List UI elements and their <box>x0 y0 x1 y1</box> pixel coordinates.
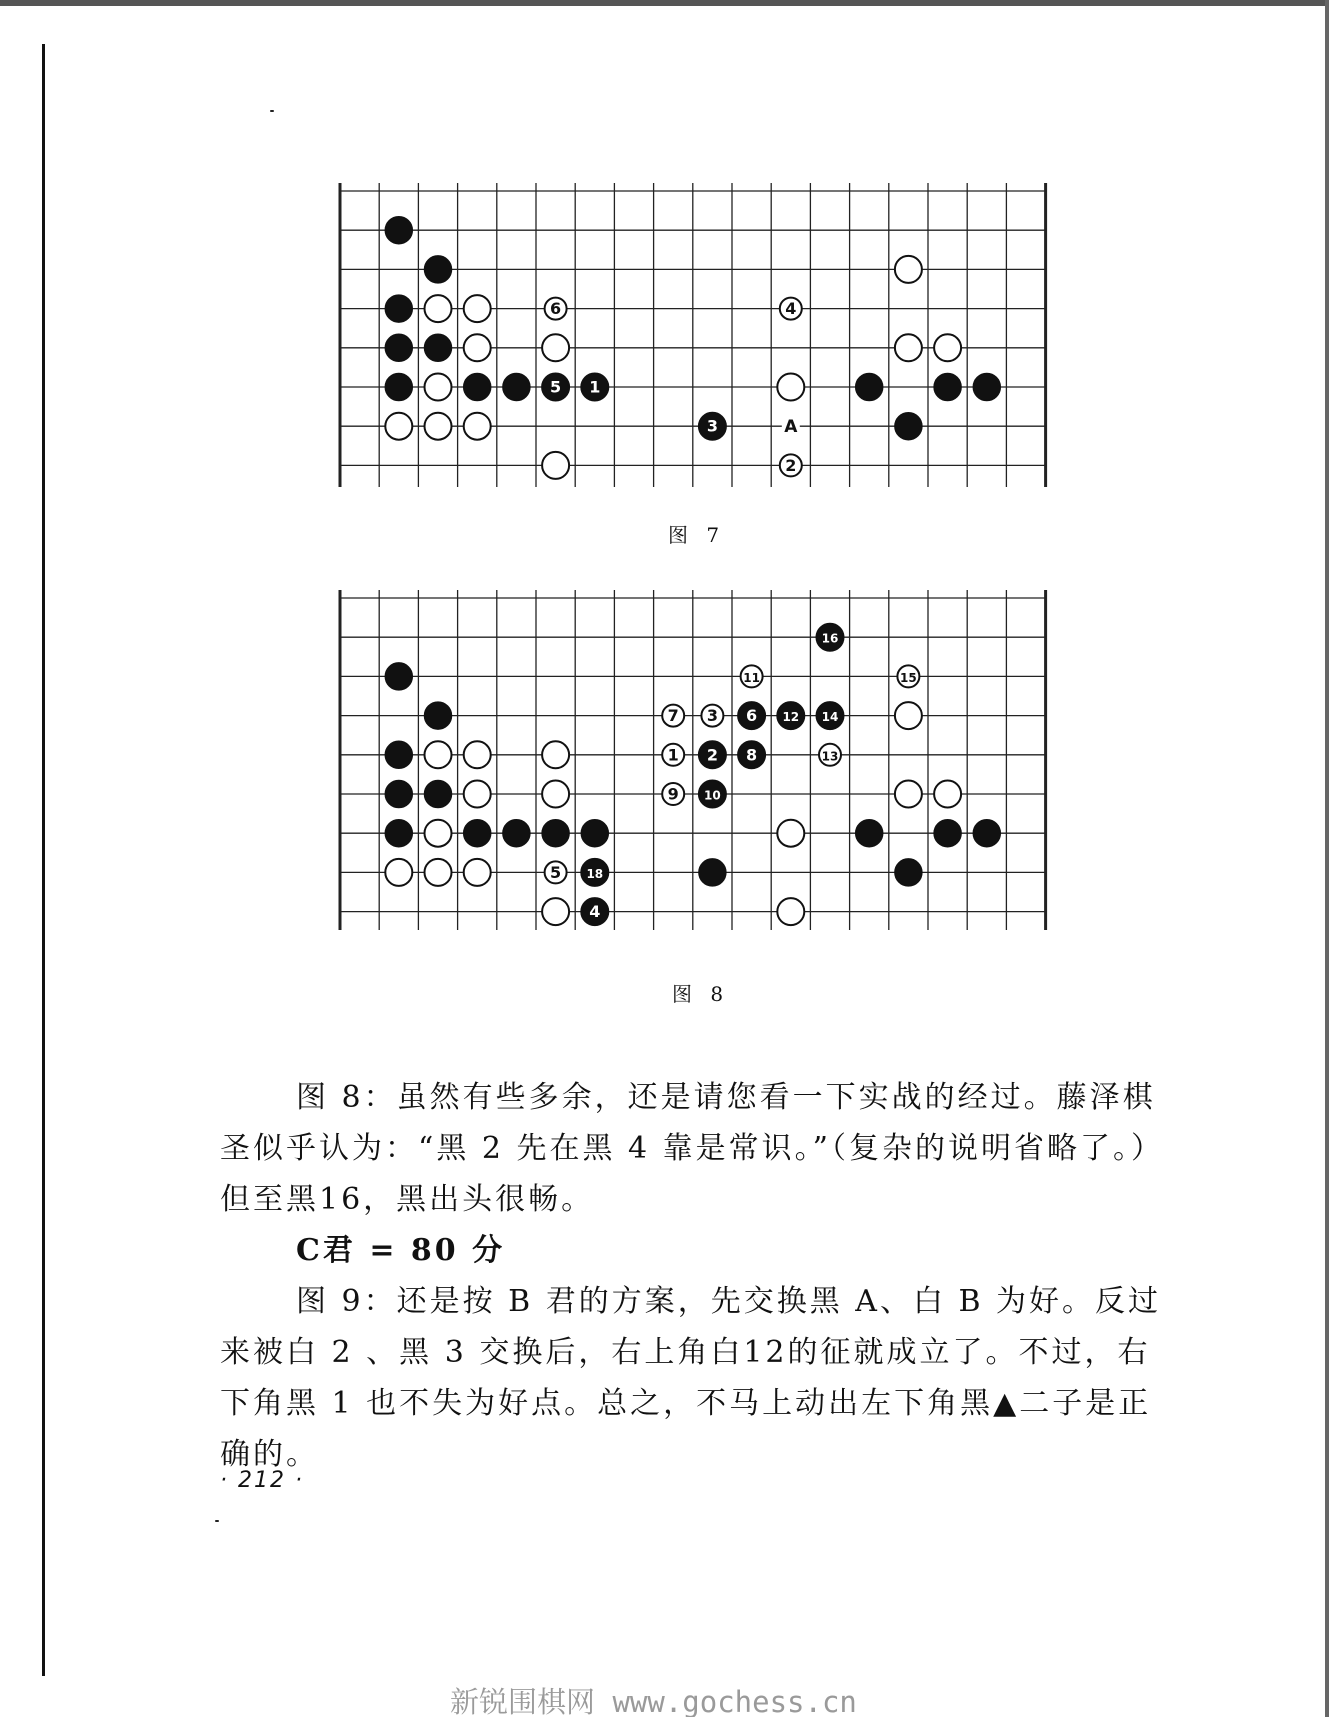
triangle-marked-stone-icon: ▲ <box>993 1386 1020 1421</box>
move-number-label: 2 <box>785 455 797 475</box>
move-number-label: 18 <box>586 866 604 881</box>
white-stone <box>777 820 804 847</box>
move-number-label: 14 <box>821 710 839 725</box>
white-stone <box>542 334 569 361</box>
move-number-label: 1 <box>589 377 601 397</box>
black-stone <box>895 859 922 886</box>
white-stone <box>934 781 961 808</box>
black-stone <box>973 820 1000 847</box>
move-number-label: 3 <box>706 416 718 436</box>
paragraph-figure-9-text: 图 9：还是按 B 君的方案，先交换黑 A、白 B 为好。反过来被白 2 、黑 3 交换后，右上角白12的征就成立了。不过，右下角黑 1 也不失为好点。总之，不马上动出左下角黑 <box>220 1284 1162 1421</box>
white-stone <box>464 781 491 808</box>
paragraph-figure-8: 图 8：虽然有些多余，还是请您看一下实战的经过。藤泽棋圣似乎认为：“黑 2 先在黑 4 靠是常识。”（复杂的说明省略了。）但至黑16，黑出头很畅。 <box>220 1080 1164 1217</box>
go-diagram-figure-8 <box>332 590 1060 930</box>
black-stone <box>425 256 452 283</box>
move-number-label: 12 <box>782 710 800 725</box>
white-stone <box>895 334 922 361</box>
black-stone <box>425 334 452 361</box>
black-stone <box>934 374 961 401</box>
black-stone <box>385 217 412 244</box>
black-stone <box>973 374 1000 401</box>
black-stone <box>385 781 412 808</box>
point-label-A: A <box>784 417 798 438</box>
black-stone <box>385 334 412 361</box>
white-stone <box>425 741 452 768</box>
black-stone <box>385 295 412 322</box>
move-number-label: 10 <box>704 788 721 803</box>
move-number-label: 7 <box>667 706 679 726</box>
move-number-label: 6 <box>746 706 758 726</box>
black-stone <box>385 374 412 401</box>
white-stone <box>895 256 922 283</box>
black-stone <box>385 741 412 768</box>
black-stone <box>385 820 412 847</box>
black-stone <box>542 820 569 847</box>
black-stone <box>699 859 726 886</box>
white-stone <box>425 374 452 401</box>
move-number-label: 1 <box>667 745 679 765</box>
move-number-label: 13 <box>821 749 839 764</box>
white-stone <box>542 741 569 768</box>
black-stone <box>464 820 491 847</box>
black-stone <box>581 820 608 847</box>
move-number-label: 4 <box>589 902 601 922</box>
black-stone <box>385 663 412 690</box>
white-stone <box>895 702 922 729</box>
move-number-label: 5 <box>550 862 562 882</box>
window-right-edge <box>1325 0 1329 1717</box>
move-number-label: 4 <box>785 299 797 319</box>
black-stone <box>503 820 530 847</box>
body-text <box>220 1072 1180 1480</box>
paragraph-figure-9 <box>220 1276 1180 1480</box>
move-number-label: 2 <box>706 745 718 765</box>
white-stone <box>934 334 961 361</box>
white-stone <box>425 859 452 886</box>
white-stone <box>425 295 452 322</box>
black-stone <box>425 702 452 729</box>
black-stone <box>425 781 452 808</box>
black-stone <box>856 374 883 401</box>
figure-8-caption: 图 8 <box>672 982 730 1006</box>
white-stone <box>895 781 922 808</box>
black-stone <box>895 413 922 440</box>
white-stone <box>425 413 452 440</box>
move-number-label: 8 <box>746 745 758 765</box>
move-number-label: 5 <box>550 377 562 397</box>
move-number-label: 11 <box>743 670 760 685</box>
white-stone <box>464 334 491 361</box>
white-stone <box>542 898 569 925</box>
black-stone <box>934 820 961 847</box>
paragraph-figure-9-end: 二子是正确的。 <box>220 1386 1152 1472</box>
black-stone <box>856 820 883 847</box>
white-stone <box>385 859 412 886</box>
move-number-label: 15 <box>900 670 917 685</box>
white-stone <box>464 295 491 322</box>
white-stone <box>464 741 491 768</box>
white-stone <box>542 781 569 808</box>
move-number-label: 3 <box>706 706 718 726</box>
white-stone <box>385 413 412 440</box>
go-diagram-figure-7 <box>332 183 1060 487</box>
page-number: · 212 · <box>220 1468 304 1493</box>
white-stone <box>464 859 491 886</box>
move-number-label: 16 <box>821 631 839 646</box>
move-number-label: 9 <box>667 784 679 804</box>
white-stone <box>464 413 491 440</box>
score-line: C君 = 80 分 <box>296 1233 506 1268</box>
watermark: 新锐围棋网 www.gochess.cn <box>450 1685 857 1717</box>
black-stone <box>464 374 491 401</box>
move-number-label: 6 <box>550 299 562 319</box>
scan-speck <box>215 1520 219 1522</box>
white-stone <box>777 374 804 401</box>
binding-margin-line <box>42 44 45 1676</box>
scan-speck <box>270 110 274 112</box>
white-stone <box>777 898 804 925</box>
white-stone <box>425 820 452 847</box>
window-top-edge <box>0 0 1329 6</box>
black-stone <box>503 374 530 401</box>
white-stone <box>542 452 569 479</box>
figure-7-caption: 图 7 <box>668 523 726 547</box>
